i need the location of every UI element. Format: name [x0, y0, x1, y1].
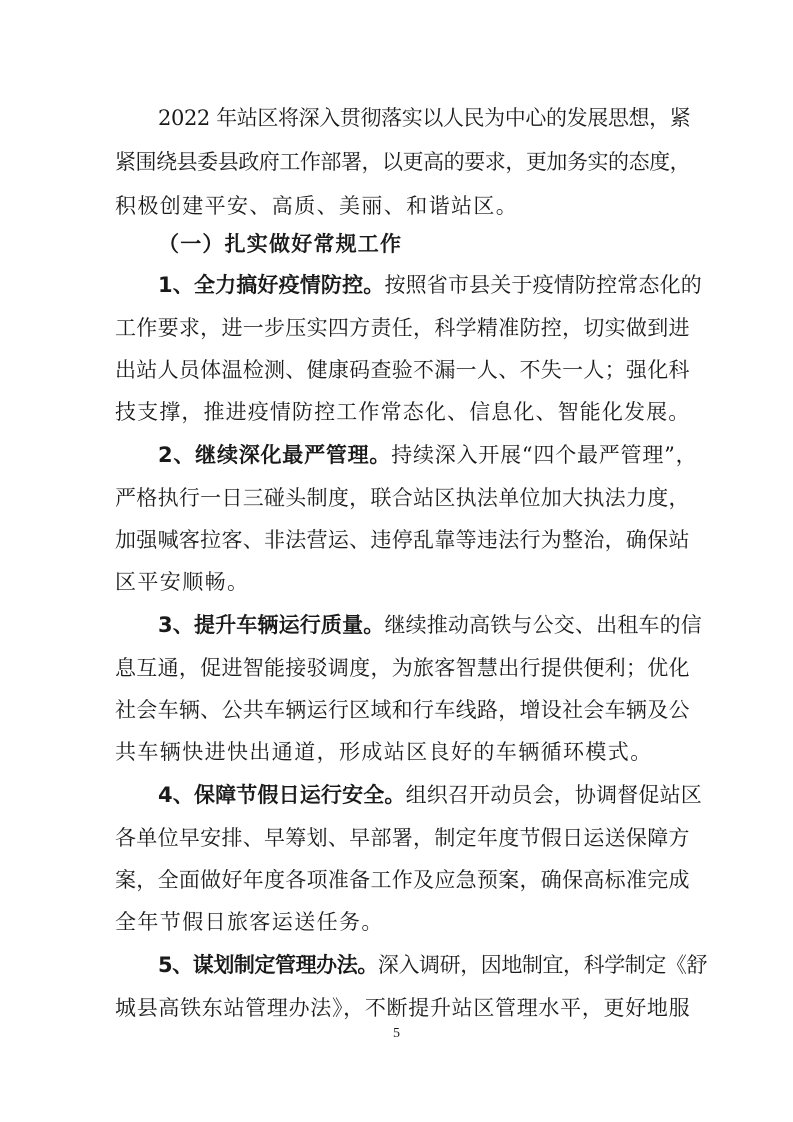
item-2-text: 持续深入开展“四个最严管理”，	[391, 443, 698, 467]
item-1-first-line	[158, 270, 702, 300]
item-3-title: 3、提升车辆运行质量。	[158, 613, 385, 637]
item-2-title: 2、继续深化最严管理。	[158, 443, 392, 467]
section-heading: （一）扎实做好常规工作	[158, 232, 403, 256]
item-1-title: 1、全力搞好疫情防控。	[158, 273, 385, 297]
item-4-line-3: 案，全面做好年度各项准备工作及应急预案，确保高标准完成	[115, 868, 690, 892]
item-5-title: 5、谋划制定管理办法。	[158, 953, 378, 977]
item-1-line-2: 工作要求，进一步压实四方责任，科学精准防控，切实做到进	[115, 316, 690, 340]
item-4-line-2: 各单位早安排、早筹划、早部署，制定年度节假日运送保障方	[115, 826, 690, 850]
page-number: 5	[393, 1026, 400, 1041]
item-3-line-3: 社会车辆、公共车辆运行区域和行车线路，增设社会车辆及公	[115, 698, 690, 722]
item-5-line-2: 城县高铁东站管理办法》，不断提升站区管理水平，更好地服	[115, 996, 691, 1020]
intro-line-2: 紧围绕县委县政府工作部署，以更高的要求，更加务实的态度，	[115, 150, 691, 174]
item-4-line-4: 全年节假日旅客运送任务。	[115, 910, 384, 934]
item-2-first-line	[158, 440, 697, 470]
item-5-first-line	[158, 950, 707, 980]
item-1-line-3: 出站人员体温检测、健康码查验不漏一人、不失一人；强化科	[115, 358, 690, 382]
item-1-text: 按照省市县关于疫情防控常态化的	[384, 273, 702, 297]
item-3-line-2: 息互通，促进智能接驳调度，为旅客智慧出行提供便利；优化	[115, 656, 690, 680]
item-2-line-2: 严格执行一日三碰头制度，联合站区执法单位加大执法力度，	[115, 486, 690, 510]
item-1-line-4: 技支撑，推进疫情防控工作常态化、信息化、智能化发展。	[115, 400, 691, 424]
item-5-text: 深入调研，因地制宜，科学制定《舒	[377, 953, 708, 977]
item-2-line-3: 加强喊客拉客、非法营运、违停乱靠等违法行为整治，确保站	[115, 528, 690, 552]
item-4-text: 组织召开动员会，协调督促站区	[405, 783, 702, 807]
item-3-line-4: 共车辆快进快出通道，形成站区良好的车辆循环模式。	[115, 740, 653, 764]
intro-line-1: 2022 年站区将深入贯彻落实以人民为中心的发展思想，紧	[158, 106, 691, 130]
intro-line-3: 积极创建平安、高质、美丽、和谐站区。	[115, 194, 519, 218]
item-4-title: 4、保障节假日运行安全。	[158, 783, 406, 807]
item-4-first-line	[158, 780, 702, 810]
item-3-text: 继续推动高铁与公交、出租车的信	[384, 613, 702, 637]
item-3-first-line	[158, 610, 702, 640]
item-2-line-4: 区平安顺畅。	[115, 570, 250, 594]
